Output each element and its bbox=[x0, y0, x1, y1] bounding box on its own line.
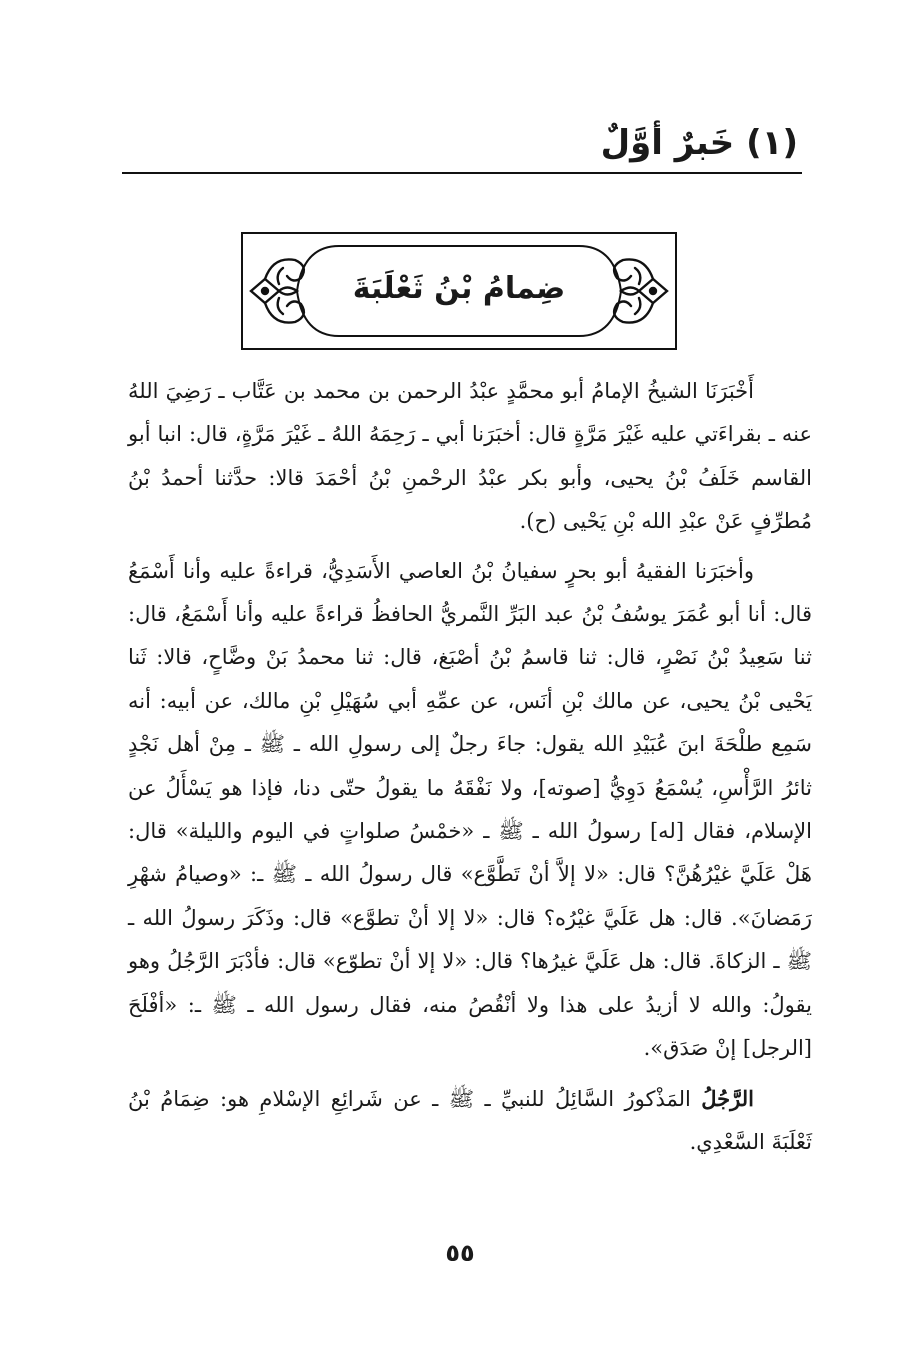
body-text bbox=[128, 370, 812, 1164]
chapter-heading: (١) خَبرٌ أوَّلٌ bbox=[600, 123, 798, 163]
paragraph-lead-word: الرَّجُلُ bbox=[701, 1085, 754, 1111]
section-title-frame bbox=[241, 232, 677, 350]
heading-rule bbox=[122, 172, 802, 174]
paragraph-conclusion bbox=[128, 1077, 812, 1165]
paragraph-isnad-1: أَخْبَرَنَا الشيخُ الإمامُ أبو محمَّدٍ عبْدُ الرحمن بن محمد بن عَتَّاب ـ رَضِيَ اللهُ عنه ـ بقراءَتي عليه غَيْرَ مَرَّةٍ قال: أخبَرَنا أبي ـ رَحِمَهُ اللهُ ـ غَيْرَ مَرَّةٍ، قال: انبا أبو القاسم خَلَفُ بْنُ يحيى، وأبو بكر عبْدُ الرحْمنِ بْنُ أحْمَدَ قالا: حدَّثنا أحمدُ بْنُ مُطرِّفٍ عَنْ عبْدِ الله بْنِ يَحْيى (ح). bbox=[128, 379, 812, 534]
page-number: ٥٥ bbox=[445, 1239, 475, 1267]
section-title: ضِمامُ بْنُ ثَعْلَبَةَ bbox=[352, 271, 566, 306]
paragraph-isnad-2: وأخبَرَنا الفقيهُ أبو بحرٍ سفيانُ بْنُ العاصي الأَسَدِيُّ، قراءةً عليه وأنا أَسْمَعُ قال: أنا أبو عُمَرَ يوسُفُ بْنُ عبد البَرِّ النَّمريُّ الحافظُ قراءةً عليه وأنا أَسْمَعُ، قال: ثنا سَعِيدُ بْنُ نَصْرٍ، قال: ثنا قاسمُ بْنُ أصْبَغ، قال: ثنا محمدُ بَنْ وضَّاحٍ، قالا: ثَنا يَحْيى بْنُ يحيى، عن مالك بْنِ أنَس، عن عمِّهِ أبي سُهَيْلِ بْنِ مالك، عن أبيه: أنه سَمِع طلْحَةَ ابنَ عُبَيْدِ الله يقول: جاءَ رجلٌ إلى رسولِ الله ـ ﷺ ـ مِنْ أهل نَجْدٍ ثائرُ الرَّأْسِ، يُسْمَعُ دَوِيُّ [صوته]، ولا نَفْقَهُ ما يقولُ حتّى دنا، فإذا هو يَسْأَلُ عن الإسلام، فقال [له] رسولُ الله ـ ﷺ ـ «خمْسُ صلواتٍ في اليوم والليلة» قال: هَلْ عَلَيَّ غيْرُهُنَّ؟ قال: «لا إلاَّ أنْ تَطَّوَّع» قال رسولُ الله ـ ﷺ ـ: «وصيامُ شهْرِ رَمَضانَ». قال: هل عَلَيَّ غيْرُه؟ قال: «لا إلا أنْ تطوَّع» قال: وذَكَرَ رسولُ الله ـ ﷺ ـ الزكاةَ. قال: هل عَلَيَّ غيرُها؟ قال: «لا إلا أنْ تطوّع» قال: فأدْبَرَ الرَّجُلُ وهو يقولُ: والله لا أزيدُ على هذا ولا أنْقُصُ منه، فقال رسول الله ـ ﷺ ـ: «أفْلَحَ [الرجل] إنْ صَدَق». bbox=[128, 558, 812, 1061]
paragraph-conclusion-text: المَذْكورُ السَّائِلُ للنبيِّ ـ ﷺ ـ عن شَرائِعِ الإسْلامِ هو: ضِمَامُ بْنُ ثَعْلَبَةَ السَّعْدِي. bbox=[128, 1086, 812, 1154]
